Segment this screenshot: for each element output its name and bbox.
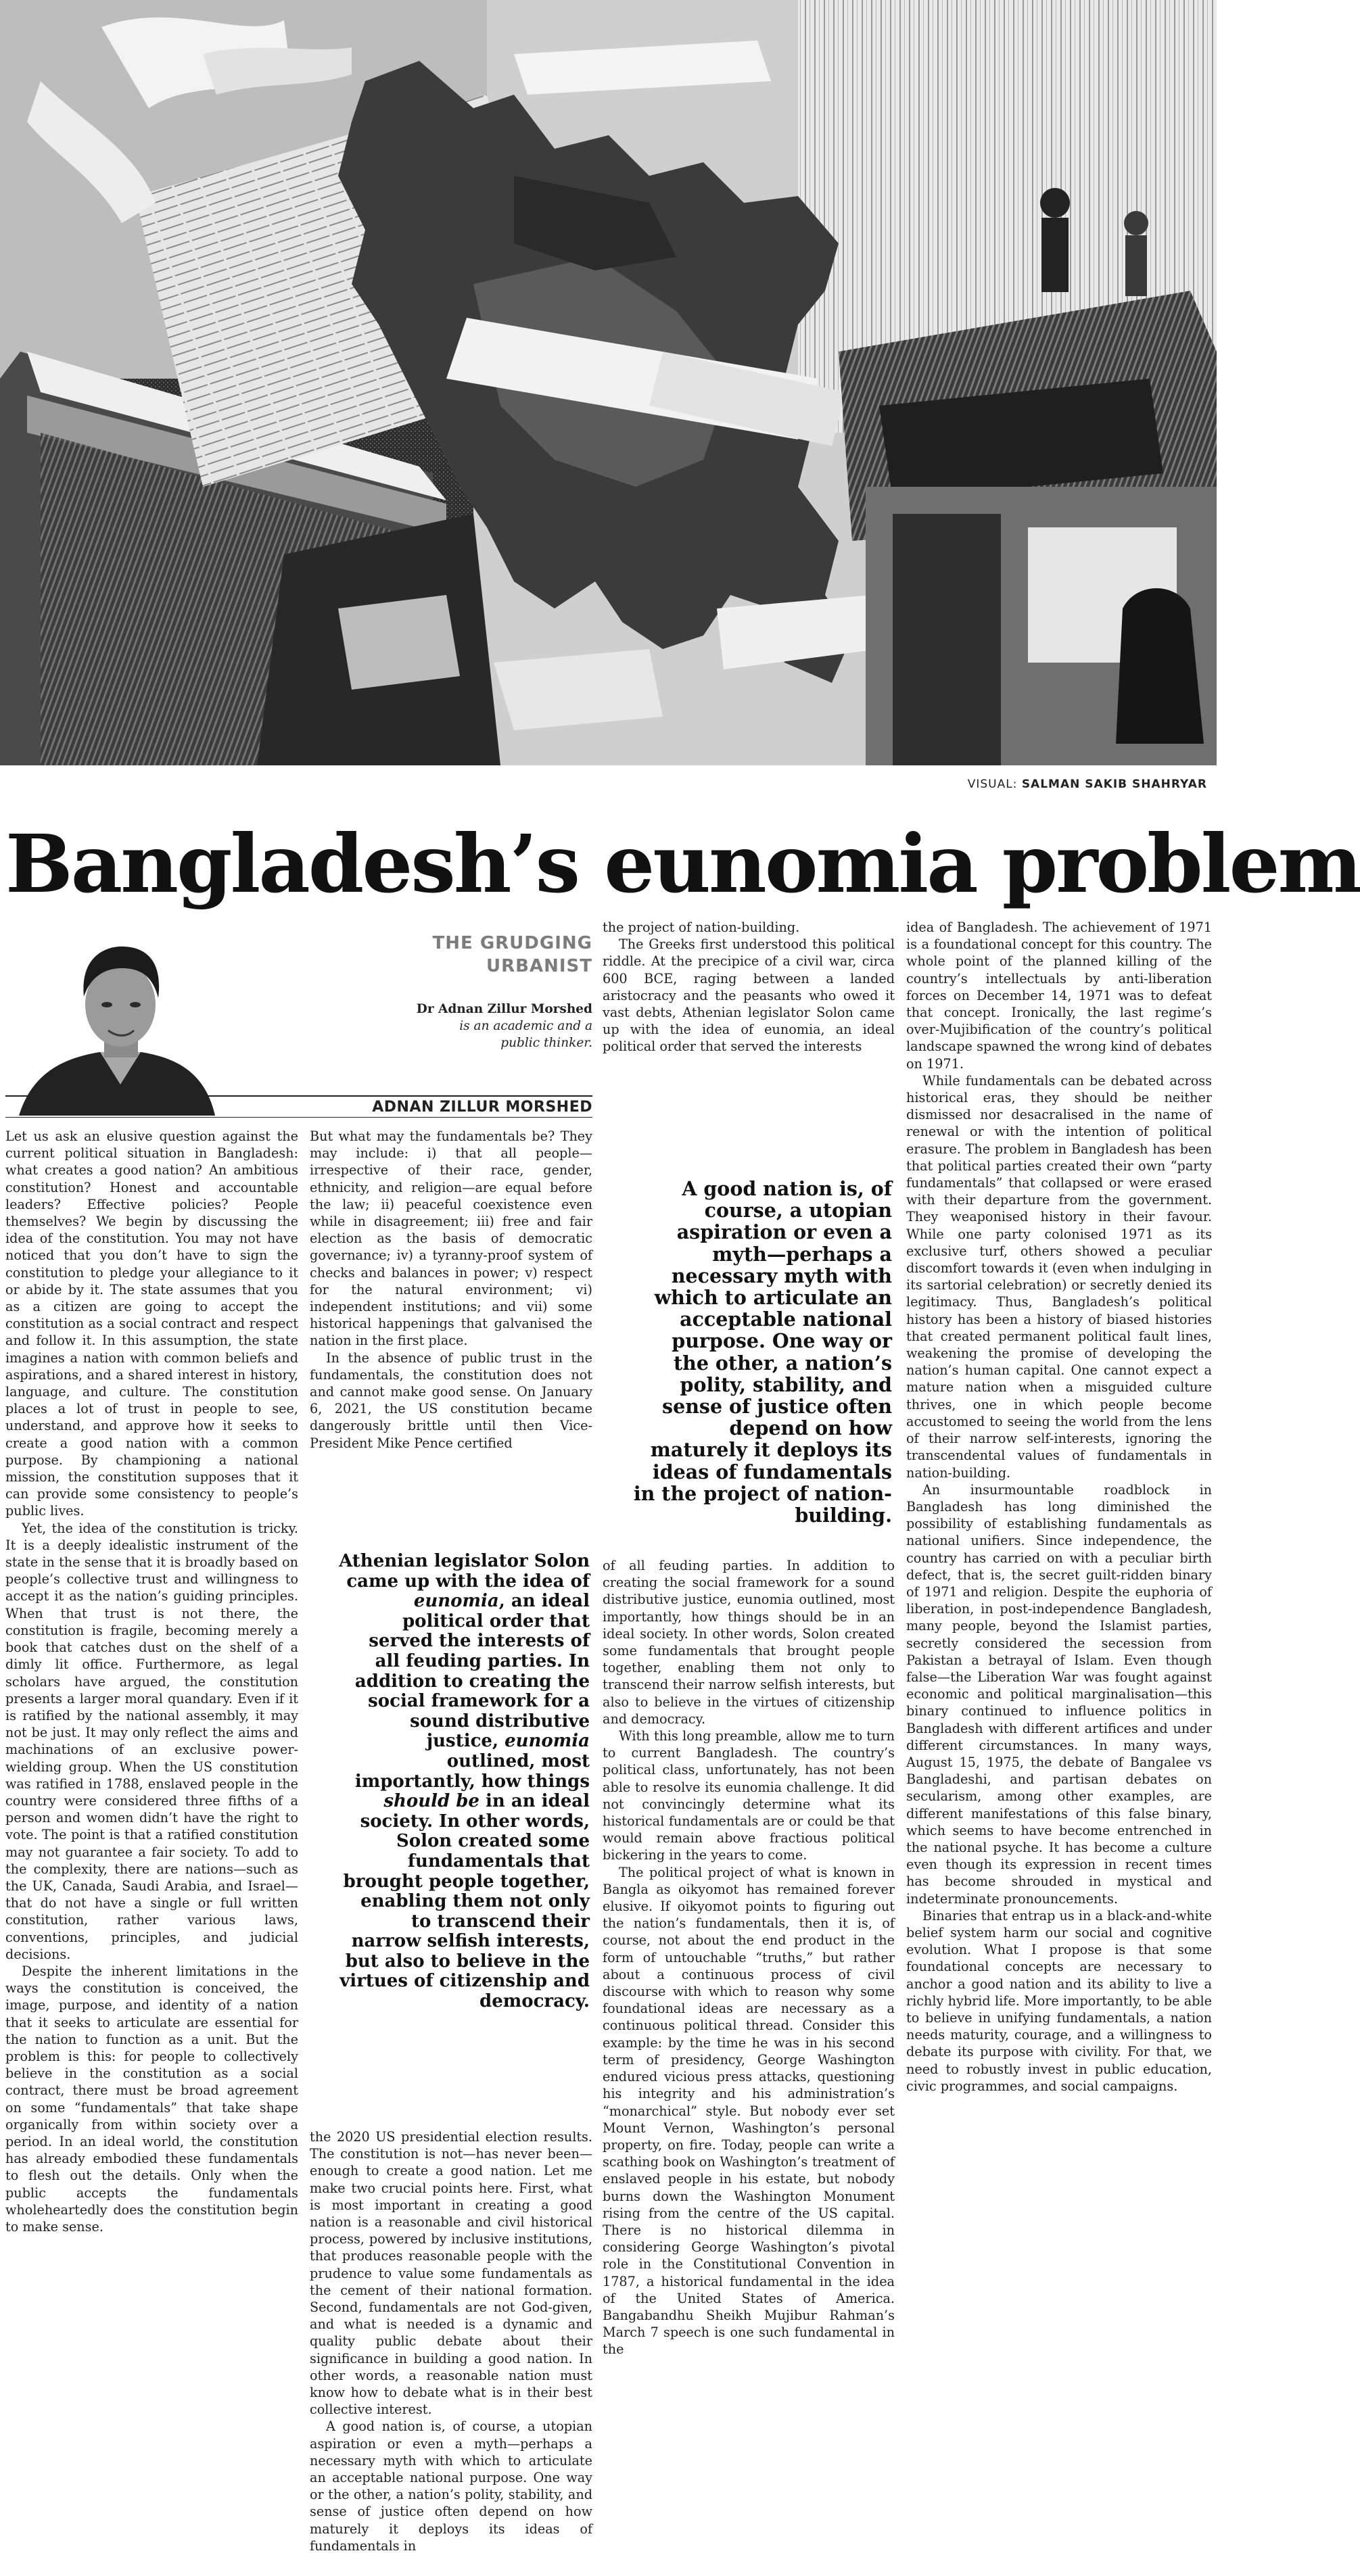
credit-label: VISUAL:	[967, 778, 1022, 791]
column-name-line1: THE GRUDGING	[432, 933, 592, 953]
column-name-line2: URBANIST	[486, 956, 592, 976]
pull-quote-2: A good nation is, of course, a utopian aspiration or even a myth—perhaps a necessary myth with which to articulate an acceptable national purpose. One way or the other, a nation’s polity, stability, and sense of justice often depend on how maturely it deploys its ideas of fundamentals in the project of nation-building.	[633, 1177, 892, 1527]
paragraph: A good nation is, of course, a utopian aspiration or even a myth—perhaps a necessary myth with which to articulate an acceptable national purpose. One way or the other, a nation’s polity, stability, and sense of justice often depend on how maturely it deploys its ideas of fundamentals in	[310, 2418, 592, 2554]
collage-artwork	[0, 0, 1217, 765]
pull-quote-text: Athenian legislator Solon came up with the idea of	[339, 1551, 590, 1592]
headline: Bangladesh’s eunomia problem	[5, 817, 1360, 911]
paragraph: An insurmountable roadblock in Bangladesh has long diminished the possibility of establishing fundamentals as national unifiers. Since independence, the country has carried on with a peculiar birth defect, that is, the secret guilt-ridden binary of 1971 and religion. Despite the euphoria of liberation, in post-independence Bangladesh, many people, beyond the Islamist parties, secretly considered the secession from Pakistan a betrayal of Islam. Even though false—the Liberation War was fought against economic and political marginalisation—this binary continued to influence politics in Bangladesh with different artifices and under different circumstances. In many ways, August 15, 1975, the debate of Bangalee vs Bangladeshi, and partisan debates on secularism, among other examples, are different manifestations of this false binary, which seems to have become entrenched in the national psyche. It has become a culture even though its expression in recent times has become shrouded in mystical and indeterminate pronouncements.	[906, 1481, 1212, 1907]
column-name	[234, 932, 592, 978]
paragraph: Binaries that entrap us in a black-and-white belief system harm our social and cognitive evolution. What I propose is that some foundational concepts are necessary to anchor a good nation and its ability to live a richly hybrid life. More importantly, to be able to believe in unifying fundamentals, a nation needs maturity, courage, and a willingness to debate its purpose with civility. For that, we need to robustly invest in public education, civic programmes, and social campaigns.	[906, 1907, 1212, 2094]
paragraph: Yet, the idea of the constitution is tricky. It is a deeply idealistic instrument of the state in the sense that it is broadly based on people’s collective trust and willingness to accept it as the nation’s guiding principles. When that trust is not there, the constitution is fragile, becoming merely a book that catches dust on the shelf of a dimly lit office. Furthermore, as legal scholars have argued, the constitution presents a larger moral quandary. Even if it is ratified by the national assembly, it may not be just. It may only reflect the aims and machinations of an exclusive power-wielding group. When the US constitution was ratified in 1788, enslaved people in the country were considered three fifths of a person and women didn’t have the right to vote. The point is that a ratified constitution may not guarantee a fair society. To add to the complexity, there are nations—such as the UK, Canada, Saudi Arabia, and Israel—that do not have a single or full written constitution, rather various laws, conventions, principles, and judicial decisions.	[5, 1520, 298, 1962]
byline-rule	[5, 1095, 592, 1097]
paragraph: of all feuding parties. In addition to creating the social framework for a sound distributive justice, eunomia outlined, most importantly, how things should be in an ideal society. In other words, Solon created some fundamentals that brought people together, enabling them not only to transcend their narrow selfish interests, but also to believe in the virtues of citizenship and democracy.	[603, 1558, 895, 1727]
paragraph: But what may the fundamentals be? They may include: i) that all people—irrespective of their race, gender, ethnicity, and religion—are equal before the law; ii) peaceful coexistence even while in disagreement; iii) free and fair election as the basis of democratic governance; iv) a tyranny-proof system of checks and balances in power; v) respect for the natural environment; vi) independent institutions; and vii) some historical happenings that galvanised the nation in the first place.	[310, 1128, 592, 1349]
paragraph: With this long preamble, allow me to turn to current Bangladesh. The country’s political class, unfortunately, has not been able to resolve its eunomia challenge. It did not convincingly determine what its historical fundamentals are or could be that would remain above fractious political bickering in the years to come.	[603, 1728, 895, 1863]
article-column-3-continued	[603, 1557, 895, 2358]
author-note	[234, 1001, 592, 1051]
hero-illustration	[0, 0, 1217, 765]
paragraph: the 2020 US presidential election results. The constitution is not—has never been—enough to create a good nation. Let me make two crucial points here. First, what is most important in creating a good nation is a reasonable and civil historical process, powered by inclusive institutions, that produces reasonable people with the prudence to value some fundamentals as the cement of their national formation. Second, fundamentals are not God-given, and what is needed is a dynamic and quality public debate about their significance in building a good nation. In other words, a reasonable nation must know how to debate what is in their best collective interest.	[310, 2129, 592, 2418]
pull-quote-text: in an ideal society. In other words, Solon created some fundamentals that brought people together, enabling them not only to transcend their narrow selfish interests, but also to believe in the virtues of citizenship and democracy.	[339, 1791, 590, 2012]
paragraph: Despite the inherent limitations in the ways the constitution is conceived, the image, purpose, and identity of a nation that it seeks to articulate are essential for the nation to function as a unit. But the problem is this: for people to collectively believe in the constitution as a social contract, there must be broad agreement on some “fundamentals” that take shape organically from within society over a period. In an ideal world, the constitution has already embodied these fundamentals to flesh out the details. Only when the public accepts the fundamentals wholeheartedly does the constitution begin to make sense.	[5, 1963, 298, 2235]
author-note-role-line2: public thinker.	[500, 1036, 592, 1050]
paragraph: Let us ask an elusive question against the current political situation in Bangladesh: what creates a good nation? An ambitious constitution? Honest and accountable leaders? Effective policies? People themselves? We begin by discussing the idea of the constitution. You may not have noticed that you don’t have to sign the constitution to pledge your allegiance to it or abide by it. The state assumes that you as a citizen are going to accept the constitution as a social contract and respect and follow it. In this assumption, the state imagines a nation with common beliefs and aspirations, and a shared interest in history, language, and culture. The constitution places a lot of trust in people to see, understand, and approve how it seeks to create a good nation with a common purpose. By championing a national mission, the constitution supposes that it can provide some consistency to people’s public lives.	[5, 1128, 298, 1519]
visual-credit	[968, 778, 1207, 791]
byline-rule-bottom	[5, 1117, 592, 1118]
article-column-1	[5, 1128, 298, 2235]
author-portrait	[5, 929, 223, 1116]
article-column-2-continued	[310, 2128, 592, 2554]
article-column-3	[603, 919, 895, 1055]
paragraph: The political project of what is known in Bangla as oikyomot has remained forever elusive. If oikyomot points to figuring out the nation’s fundamentals, then it is, of course, not about the end product in the form of untouchable “truths,” but rather about a continuous process of civil discourse with which to reason why some foundational ideas are necessary as a continuous political thread. Consider this example: by the time he was in his second term of presidency, George Washington endured vicious press attacks, questioning his integrity and his administration’s “monarchical” style. But nobody ever set Mount Vernon, Washington’s personal property, on fire. Today, people can write a scathing book on Washington’s treatment of enslaved people in his estate, but nobody burns down the Washington Monument rising from the centre of the US capital. There is no historical dilemma in considering George Washington’s pivotal role in the Constitutional Convention in 1787, a historical fundamental in the idea of the United States of America. Bangabandhu Sheikh Mujibur Rahman’s March 7 speech is one such fundamental in the	[603, 1864, 895, 2358]
pull-quote-text: outlined, most importantly, how things	[354, 1750, 590, 1792]
pull-quote-italic: should be	[383, 1791, 479, 1812]
pull-quote-italic: eunomia	[505, 1731, 590, 1752]
pull-quote-1	[338, 1552, 590, 2012]
credit-name: SALMAN SAKIB SHAHRYAR	[1021, 778, 1207, 791]
author-name: ADNAN ZILLUR MORSHED	[372, 1099, 592, 1116]
paragraph: idea of Bangladesh. The achievement of 1971 is a foundational concept for this country. The whole point of the planned killing of the country’s intellectuals by anti-liberation forces on December 14, 1971 was to defeat that concept. Ironically, the last regime’s over-Mujibification of the country’s political landscape spawned the wrong kind of debates on 1971.	[906, 920, 1212, 1072]
paragraph: the project of nation-building.	[603, 920, 800, 935]
paragraph: While fundamentals can be debated across historical eras, they should be neither dismissed nor desacralised in the name of renewal or with the intention of political erasure. The problem in Bangladesh has been that political parties created their own “party fundamentals” that collapsed or were erased with their departure from the government. They weaponised history in their favour. While one party colonised 1971 as its exclusive turf, others showed a peculiar discomfort towards it (even when indulging in its sartorial celebration) or secretly denied its legitimacy. Thus, Bangladesh’s political history has been a history of biased histories that created permanent political fault lines, weakening the promise of developing the nation’s human capital. One cannot expect a mature nation when a misguided culture thrives, one in which people become accustomed to seeing the world from the lens of their narrow self-interests, ignoring the transcendental values of fundamentals in nation-building.	[906, 1072, 1212, 1481]
author-note-role-line1: is an academic and a	[459, 1019, 592, 1033]
author-note-name: Dr Adnan Zillur Morshed	[416, 1002, 592, 1016]
paragraph: The Greeks first understood this political riddle. At the precipice of a civil war, circa 600 BCE, raging between a landed aristocracy and the peasants who owed it vast debts, Athenian legislator Solon came up with the idea of eunomia, an ideal political order that served the interests	[603, 936, 895, 1055]
paragraph: In the absence of public trust in the fundamentals, the constitution does not and cannot make good sense. On January 6, 2021, the US constitution became dangerously brittle until then Vice-President Mike Pence certified	[310, 1350, 592, 1451]
pull-quote-text: , an ideal political order that served the interests of all feuding parties. In addition to creating the social framework for a sound distributive justice,	[354, 1591, 590, 1752]
article-column-2	[310, 1128, 592, 1452]
pull-quote-italic: eunomia	[413, 1591, 499, 1612]
article-column-4	[906, 919, 1212, 2095]
